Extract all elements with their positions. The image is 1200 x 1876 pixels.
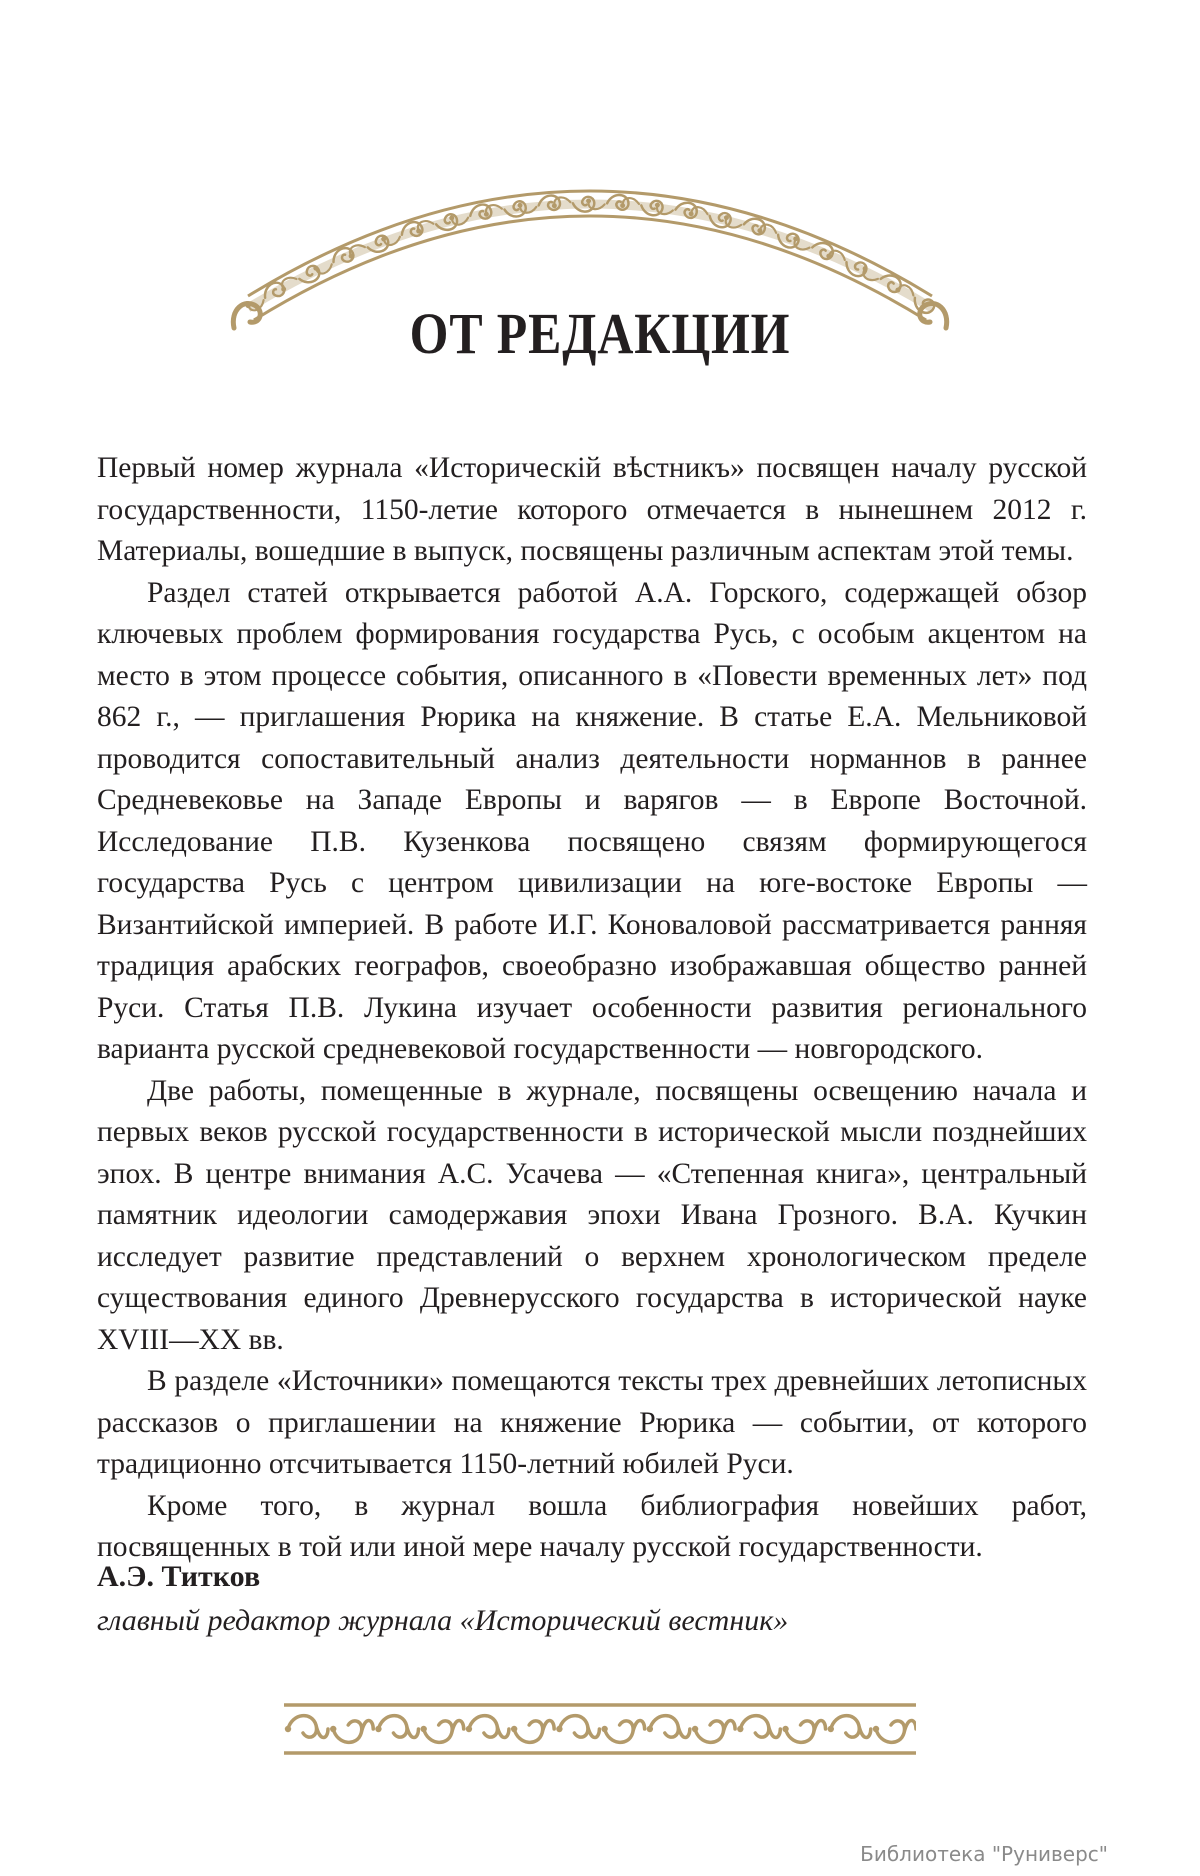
paragraph: Кроме того, в журнал вошла библиография новейших работ, посвященных в той или иной мере началу русской государственности. bbox=[97, 1489, 1087, 1563]
editorial-body bbox=[97, 448, 1087, 1569]
ornament-band-bottom bbox=[284, 1700, 916, 1758]
paragraph: В разделе «Источники» помещаются тексты трех древнейших летописных рассказов о приглашении на княжение Рюрика — событии, от которого традиционно отсчитывается 1150-летний юбилей Руси. bbox=[97, 1365, 1087, 1480]
author-role: главный редактор журнала «Исторический вестник» bbox=[97, 1604, 789, 1637]
paragraph: Две работы, помещенные в журнале, посвящены освещению начала и первых веков русской государственности в исторической мысли позднейших эпох. В центре внимания А.С. Усачева — «Степенная книга», центральный памятник идеологии самодержавия эпохи Ивана Грозного. В.А. Кучкин исследует развитие представлений о верхнем хронологическом пределе существования единого Древнерусского государства в исторической науке XVIII—XX вв. bbox=[97, 1074, 1087, 1356]
page-title: ОТ РЕДАКЦИИ bbox=[409, 301, 791, 366]
watermark: Библиотека "Руниверс" bbox=[860, 1842, 1108, 1866]
signature bbox=[97, 1557, 997, 1641]
author-name: А.Э. Титков bbox=[97, 1560, 261, 1593]
paragraph: Раздел статей открывается работой А.А. Горского, содержащей обзор ключевых проблем формирования государства Русь, с особым акцентом на место в этом процессе события, описанного в «Повести временных лет» под 862 г., — приглашения Рюрика на княжение. В статье Е.А. Мельниковой проводится сопоставительный анализ деятельности норманнов в раннее Средневековье на Западе Европы и варягов — в Европе Восточной. Исследование П.В. Кузенкова посвящено связям формирующегося государства Русь с центром цивилизации на юге-востоке Европы — Византийской империей. В работе И.Г. Коноваловой рассматривается ранняя традиция арабских географов, своеобразно изображавшая общество ранней Руси. Статья П.В. Лукина изучает особенности развития регионального варианта русской средневековой государственности — новгородского. bbox=[97, 576, 1087, 1065]
paragraph: Первый номер журнала «Историческій вѣстникъ» посвящен началу русской государственности, 1150-летие которого отмечается в нынешнем 2012 г. Материалы, вошедшие в выпуск, посвящены различным аспектам этой темы. bbox=[97, 452, 1087, 567]
